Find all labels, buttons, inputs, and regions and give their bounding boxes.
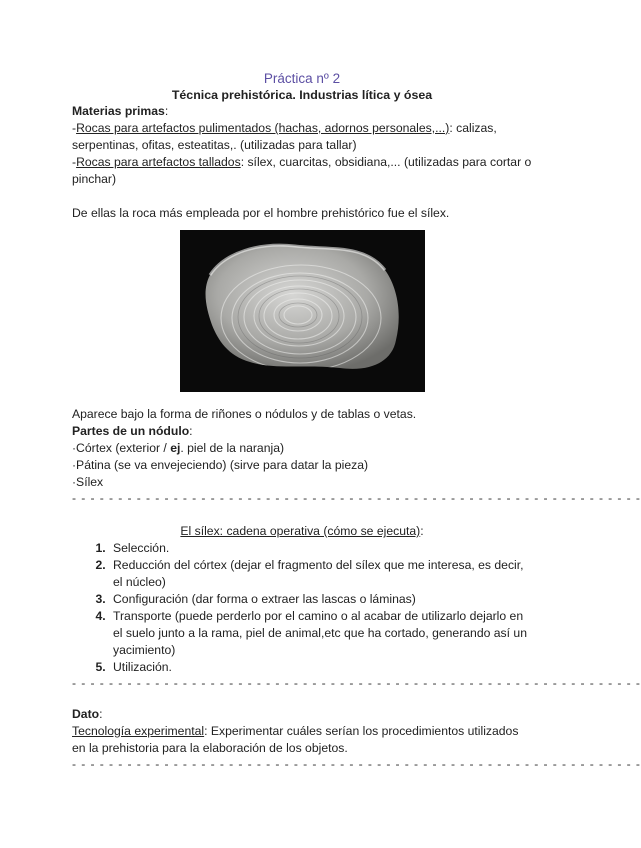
materias-primas-heading [72,103,532,120]
materias-item2-text: : sílex, cuarcitas, obsidiana,... (utilizadas para cortar o pinchar) [72,155,532,186]
materias-item-tallados [72,154,532,188]
cadena-step: 3. Configuración (dar forma o extraer las lascas o láminas) [109,591,532,608]
separator-line: - - - - - - - - - - - - - - - - - - - - - - - - - - - - - - - - - - - - - - - - - - - - - - - - - - - - - - - - - - - - - - [72,757,641,771]
intro-paragraph: De ellas la roca más empleada por el hombre prehistórico fue el sílex. [72,206,450,220]
cadena-heading [72,523,532,540]
page-subtitle: Técnica prehistórica. Industrias lítica y ósea [171,88,433,102]
partes-item-patina: ·Pátina (se va envejeciendo) (sirve para datar la pieza) [72,458,369,472]
aparece-paragraph: Aparece bajo la forma de riñones o nódulos y de tablas o vetas. [72,407,417,421]
flint-nodule-photo [180,230,425,392]
dato-paragraph [72,723,532,757]
partes-heading-text: Partes de un nódulo [72,424,190,438]
materias-heading-colon: : [164,104,169,118]
materias-heading-text: Materias primas [72,104,165,118]
cadena-heading-text: El sílex: cadena operativa (cómo se ejecuta) [180,524,421,538]
materias-item1-label: Rocas para artefactos pulimentados (hachas, adornos personales,...) [76,121,450,135]
partes-heading-colon: : [189,424,193,438]
flint-nodule-image [180,230,425,392]
dato-label: Tecnología experimental [72,724,205,738]
dato-text: : Experimentar cuáles serían los procedimientos utilizados en la prehistoria para la elaboración de los objetos. [72,724,519,755]
cadena-step: 5. Utilización. [109,659,532,676]
cadena-step: 2. Reducción del córtex (dejar el fragmento del sílex que me interesa, es decir, el núcleo) [109,557,532,591]
materias-item1-text: : calizas, serpentinas, ofitas, esteatitas,. (utilizadas para tallar) [72,121,497,152]
dato-heading-colon: : [99,707,103,721]
materias-item-pulimentados [72,120,532,154]
materias-item2-label: Rocas para artefactos tallados [76,155,241,169]
materias-item2-prefix: - [72,155,77,169]
cadena-step: 4. Transporte (puede perderlo por el camino o al acabar de utilizarlo dejarlo en el suelo junto a la rama, piel de animal,etc que ha cortado, generando así un yacimiento) [109,608,532,659]
page-title: Práctica nº 2 [263,71,341,86]
dato-heading [72,706,532,723]
cortex-pre: ·Córtex (exterior / [72,441,171,455]
dato-heading-text: Dato [72,707,100,721]
materias-item1-prefix: - [72,121,77,135]
document-page [72,70,641,771]
cortex-bold: ej [170,441,181,455]
partes-item-cortex [72,440,532,457]
partes-item-silex: ·Sílex [72,475,104,489]
separator-line: - - - - - - - - - - - - - - - - - - - - - - - - - - - - - - - - - - - - - - - - - - - - - - - - - - - - - - - - - - - - - - [72,491,641,505]
partes-heading [72,423,532,440]
cadena-step: 1. Selección. [109,540,532,557]
cadena-heading-colon: : [420,524,424,538]
cadena-steps-list [72,540,532,676]
cortex-post: . piel de la naranja) [180,441,285,455]
nodule-shape [205,245,398,369]
separator-line: - - - - - - - - - - - - - - - - - - - - - - - - - - - - - - - - - - - - - - - - - - - - - - - - - - - - - - - - - - - - - - [72,676,641,690]
